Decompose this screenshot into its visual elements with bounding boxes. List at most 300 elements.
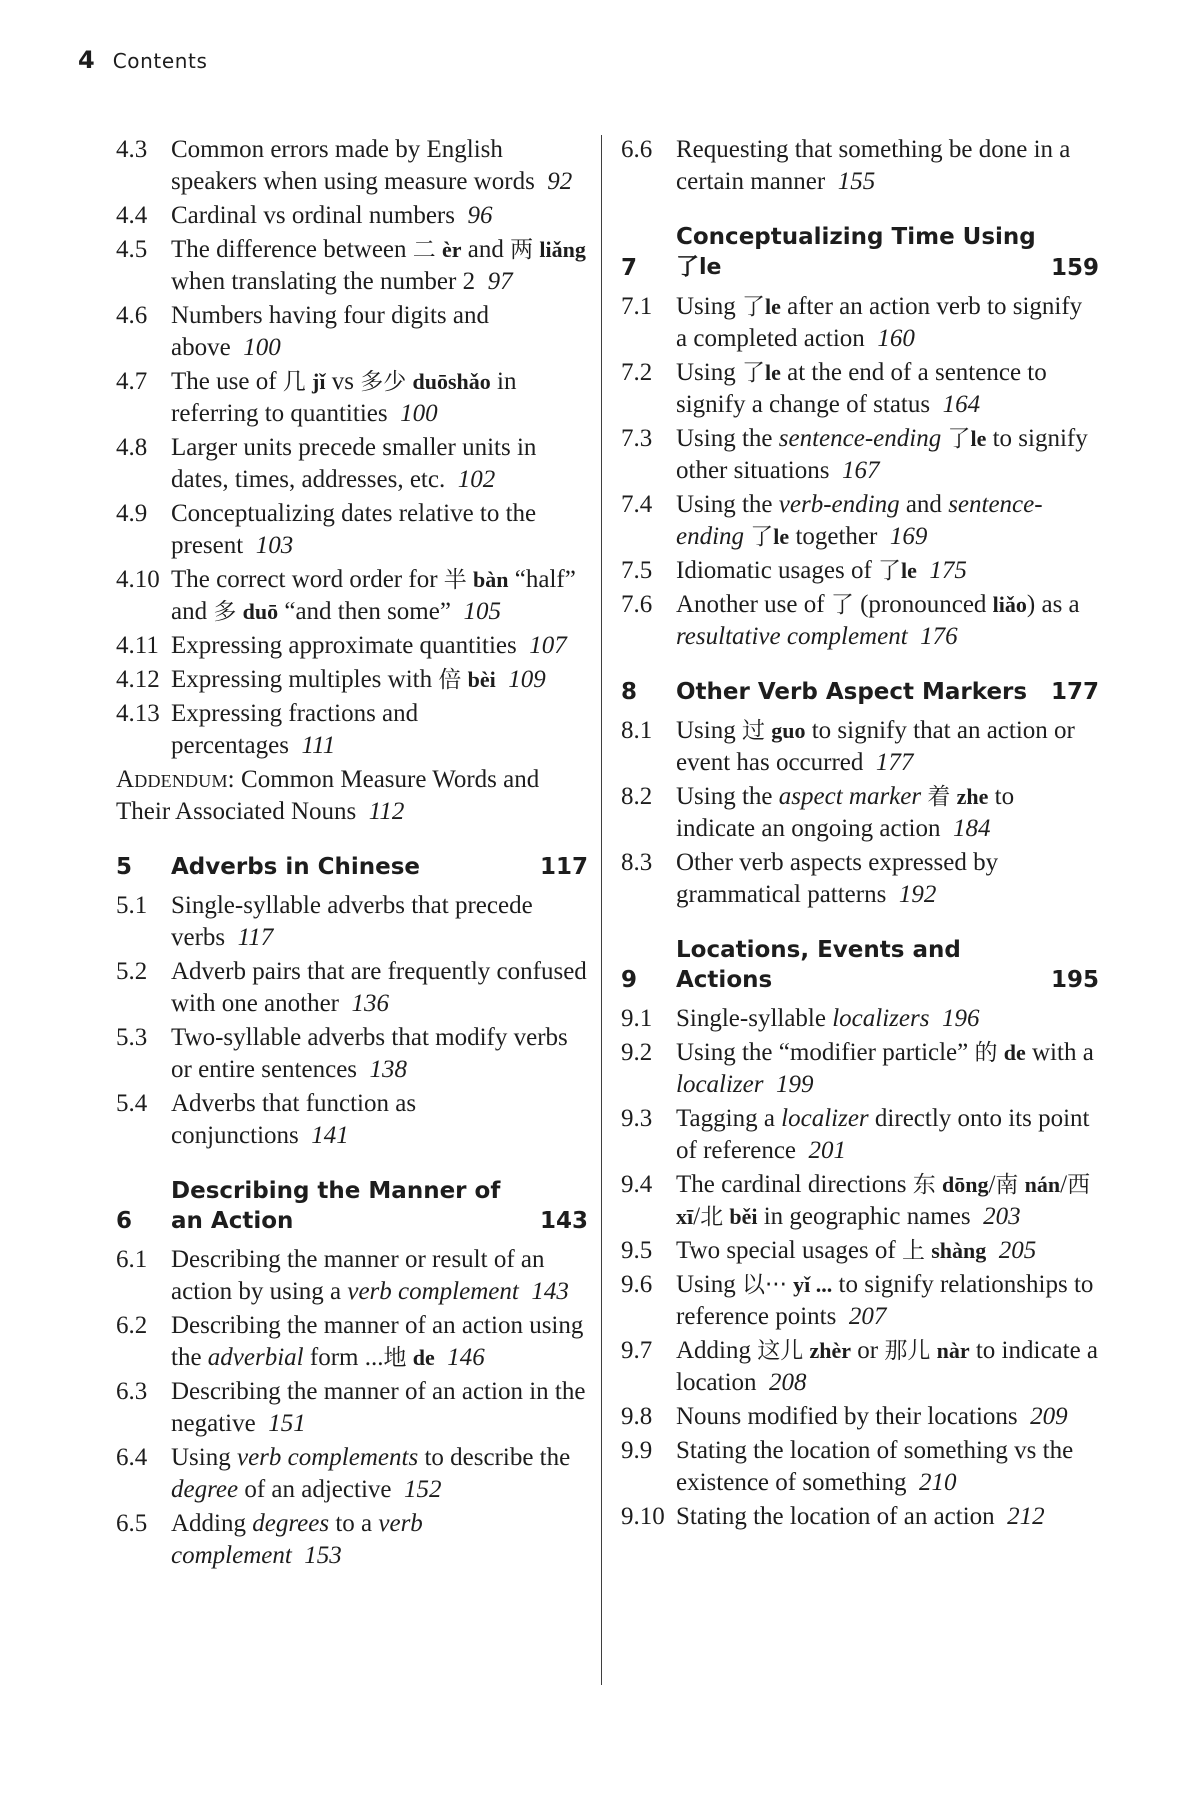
page-ref: 117	[237, 924, 274, 951]
chapter-title: Locations, Events and Actions	[676, 937, 961, 993]
entry-number: 9.10	[621, 1503, 665, 1530]
entry-number: 9.4	[621, 1171, 653, 1198]
title-text: Common errors made by English speakers when using measure words	[171, 136, 535, 195]
toc-entry-4-9[interactable]	[116, 498, 588, 562]
entry-number: 7.3	[621, 425, 653, 452]
toc-entry-6-2[interactable]	[116, 1310, 588, 1374]
page-header	[78, 46, 207, 74]
entry-title	[676, 847, 1099, 911]
page-ref: 203	[983, 1203, 1021, 1230]
pinyin: jǐ	[312, 369, 326, 394]
chinese-character: 了	[750, 524, 774, 550]
title-text: Using	[676, 717, 736, 744]
toc-entry-9-10[interactable]	[621, 1501, 1099, 1533]
toc-entry-5-1[interactable]	[116, 890, 588, 954]
italic-term: verb complement	[171, 1510, 423, 1569]
page-ref: 207	[848, 1303, 887, 1330]
title-text: in geographic names	[763, 1203, 971, 1230]
title-text: Adverbs that function as conjunctions	[171, 1090, 417, 1149]
entry-number: 6.6	[621, 136, 653, 163]
chinese-character: 东	[912, 1172, 936, 1198]
toc-entry-7-1[interactable]	[621, 291, 1099, 355]
pinyin: le	[970, 426, 987, 451]
toc-entry-5-3[interactable]	[116, 1022, 588, 1086]
entry-title	[676, 1401, 1099, 1433]
toc-entry-8-1[interactable]	[621, 715, 1099, 779]
toc-entry-4-3[interactable]	[116, 134, 588, 198]
entry-number: 9.6	[621, 1271, 653, 1298]
chinese-character: 了	[830, 592, 854, 618]
page-ref: 196	[941, 1005, 980, 1032]
title-text: Single-syllable	[676, 1005, 826, 1032]
toc-entry-4-8[interactable]	[116, 432, 588, 496]
toc-entry-4-11[interactable]	[116, 630, 588, 662]
title-text: vs	[331, 368, 354, 395]
italic-term: verb complement	[347, 1278, 519, 1305]
entry-title: The cardinal directions 东 dōng/南 nán/西 xī/北 běi in geographic names 203	[676, 1171, 1091, 1230]
chinese-character: 的	[974, 1040, 998, 1066]
toc-entry-9-8[interactable]	[621, 1401, 1099, 1433]
entry-number: 5.4	[116, 1090, 148, 1117]
pinyin: èr	[442, 237, 462, 262]
title-text: Using	[171, 1444, 231, 1471]
entry-number: 4.5	[116, 236, 148, 263]
page-ref: 96	[467, 202, 493, 229]
title-text: to signify relationships to reference points	[676, 1271, 1094, 1330]
chinese-character: 过	[741, 718, 765, 744]
chinese-character: 半	[443, 567, 467, 593]
page-ref: 209	[1030, 1403, 1068, 1430]
toc-entry-addendum[interactable]	[116, 764, 588, 828]
running-head: Contents	[112, 49, 208, 73]
page-ref: 107	[529, 632, 567, 659]
pinyin: dōng	[941, 1172, 989, 1197]
entry-title	[171, 300, 588, 364]
toc-entry-4-12[interactable]	[116, 664, 588, 696]
toc-entry-7-4[interactable]	[621, 489, 1099, 553]
entry-number: 4.10	[116, 566, 160, 593]
chinese-character: 倍	[438, 667, 462, 693]
entry-title	[171, 890, 588, 954]
contents-left-column	[116, 134, 588, 1574]
toc-entry-6-6[interactable]	[621, 134, 1099, 198]
italic-term: localizer	[781, 1105, 869, 1132]
title-text: or	[857, 1337, 879, 1364]
title-text: Stating the location of an action	[676, 1503, 995, 1530]
toc-entry-5-4[interactable]	[116, 1088, 588, 1152]
entry-title	[676, 1269, 1099, 1333]
entry-number: 9.2	[621, 1039, 653, 1066]
title-text: Expressing fractions and percentages	[171, 700, 419, 759]
entry-number: 9.8	[621, 1403, 653, 1430]
chapter-5-heading[interactable]	[116, 852, 588, 882]
entry-number: 9.1	[621, 1005, 653, 1032]
pinyin: yǐ ...	[793, 1272, 833, 1297]
entry-title	[676, 1501, 1099, 1533]
entry-number: 7.5	[621, 557, 653, 584]
title-text: with a	[1032, 1039, 1094, 1066]
title-text: Two-syllable adverbs that modify verbs or entire sentences	[171, 1024, 568, 1083]
entry-title	[171, 1022, 588, 1086]
entry-number: 7.2	[621, 359, 653, 386]
page-ref: 169	[889, 523, 928, 550]
entry-number: 4.4	[116, 202, 148, 229]
toc-entry-4-13[interactable]	[116, 698, 588, 762]
chinese-character: 了	[676, 254, 699, 280]
chapter-8-heading[interactable]	[621, 677, 1099, 707]
toc-entry-9-1[interactable]	[621, 1003, 1099, 1035]
entry-title	[676, 1335, 1099, 1399]
page-ref: 97	[487, 268, 513, 295]
toc-entry-7-3[interactable]	[621, 423, 1099, 487]
page-ref: 212	[1007, 1503, 1045, 1530]
pinyin: zhe	[956, 784, 989, 809]
entry-number: 8.1	[621, 717, 653, 744]
chinese-character: 西	[1067, 1172, 1091, 1198]
toc-entry-4-7[interactable]	[116, 366, 588, 430]
entry-title	[676, 357, 1099, 421]
title-text: Larger units precede smaller units in dates, times, addresses, etc.	[171, 434, 537, 493]
toc-entry-8-2[interactable]	[621, 781, 1099, 845]
chapter-title: Describing the Manner of an Action	[171, 1178, 501, 1234]
pinyin: liǎo	[992, 592, 1027, 617]
pinyin: bàn	[473, 567, 509, 592]
contents-right-column	[621, 134, 1099, 1535]
page-ref: 201	[808, 1137, 847, 1164]
entry-number: 6.1	[116, 1246, 148, 1273]
entry-number: 9.9	[621, 1437, 653, 1464]
page-ref: 146	[447, 1344, 485, 1371]
entry-title	[676, 1103, 1099, 1167]
title-text: Using	[676, 1271, 736, 1298]
title-text: Using the	[676, 491, 773, 518]
entry-number: 9.3	[621, 1105, 653, 1132]
title-text: to a	[335, 1510, 373, 1537]
page-ref: 109	[508, 666, 546, 693]
chapter-title: Conceptualizing Time Using	[676, 224, 1036, 250]
page-ref: 138	[369, 1056, 408, 1083]
title-text: in referring to quantities	[171, 368, 517, 427]
entry-title	[676, 489, 1099, 553]
chinese-character: 北	[700, 1204, 724, 1230]
page-ref: 208	[769, 1369, 807, 1396]
entry-number: 6.2	[116, 1312, 148, 1339]
entry-title	[676, 134, 1099, 198]
entry-number: 7.6	[621, 591, 653, 618]
entry-title	[171, 234, 588, 298]
entry-number: 7.1	[621, 293, 653, 320]
chapter-number: 6	[116, 1208, 133, 1234]
italic-term: localizers	[832, 1005, 930, 1032]
chapter-7-heading[interactable]	[621, 222, 1099, 283]
pinyin: běi	[729, 1204, 758, 1229]
entry-title	[171, 134, 588, 198]
page-ref: 205	[998, 1237, 1037, 1264]
pinyin: shàng	[931, 1238, 987, 1263]
entry-title	[676, 1235, 1099, 1267]
entry-number: 4.6	[116, 302, 148, 329]
chapter-number: 8	[621, 679, 638, 705]
toc-entry-7-2[interactable]	[621, 357, 1099, 421]
entry-title	[171, 366, 588, 430]
title-text: The cardinal directions	[676, 1171, 907, 1198]
toc-entry-7-5[interactable]	[621, 555, 1099, 587]
title-text: of an adjective	[244, 1476, 392, 1503]
toc-entry-6-1[interactable]	[116, 1244, 588, 1308]
title-text: Other verb aspects expressed by grammatical patterns	[676, 849, 999, 908]
entry-title	[171, 1508, 588, 1572]
chinese-character: 南	[995, 1172, 1019, 1198]
toc-entry-4-10[interactable]	[116, 564, 588, 628]
entry-number: 6.5	[116, 1510, 148, 1537]
title-text: and	[905, 491, 942, 518]
entry-title	[171, 432, 588, 496]
toc-entry-9-5[interactable]	[621, 1235, 1099, 1267]
entry-title	[171, 1376, 588, 1440]
italic-term: sentence-ending	[676, 491, 1043, 550]
chapter-title: Adverbs in Chinese	[171, 854, 421, 880]
entry-title	[171, 200, 588, 232]
title-text: ) as a	[1026, 591, 1080, 618]
page-ref: 177	[875, 749, 914, 776]
title-text: to signify that an action or event has occurred	[676, 717, 1075, 776]
chinese-character: 多	[213, 599, 237, 625]
entry-title	[676, 1037, 1099, 1101]
chinese-character: 上	[901, 1238, 925, 1264]
toc-entry-9-2[interactable]	[621, 1037, 1099, 1101]
entry-number: 5.1	[116, 892, 148, 919]
pinyin: nàr	[936, 1338, 970, 1363]
toc-entry-6-4[interactable]	[116, 1442, 588, 1506]
title-text: The use of	[171, 368, 277, 395]
title-text: Expressing multiples with	[171, 666, 433, 693]
entry-number: 6.4	[116, 1444, 148, 1471]
title-text: Nouns modified by their locations	[676, 1403, 1018, 1430]
title-text: “and then some”	[284, 598, 451, 625]
entry-title	[171, 698, 588, 762]
toc-entry-9-4[interactable]	[621, 1169, 1099, 1233]
pinyin: le	[764, 360, 781, 385]
italic-term: localizer	[676, 1071, 764, 1098]
pinyin: de	[1003, 1040, 1026, 1065]
title-text: after an action verb to signify a completed action	[676, 293, 1083, 352]
entry-title	[676, 291, 1099, 355]
toc-entry-6-5[interactable]	[116, 1508, 588, 1572]
entry-title	[676, 1435, 1099, 1499]
chapter-title-group	[676, 222, 1037, 283]
page-ref: 105	[463, 598, 501, 625]
page-ref: 100	[243, 334, 281, 361]
entry-number: 6.3	[116, 1378, 148, 1405]
title-text: Stating the location of something vs the existence of something	[676, 1437, 1074, 1496]
entry-number: 4.7	[116, 368, 148, 395]
title-text: Single-syllable adverbs that precede verbs	[171, 892, 533, 951]
entry-number: 7.4	[621, 491, 653, 518]
title-text: Adding	[676, 1337, 751, 1364]
entry-title	[171, 564, 588, 628]
toc-entry-9-3[interactable]	[621, 1103, 1099, 1167]
pinyin: liǎng	[539, 237, 586, 262]
entry-title	[676, 555, 1099, 587]
title-text: Common Measure Words and Their Associated Nouns	[116, 766, 540, 825]
entry-number: 4.9	[116, 500, 148, 527]
page-ref: 199	[776, 1071, 814, 1098]
chinese-character: 以···	[741, 1272, 787, 1298]
title-text: “half” and	[171, 566, 576, 625]
chinese-character: 二	[412, 237, 436, 263]
title-text: Tagging a	[676, 1105, 775, 1132]
chinese-character: 了	[741, 360, 765, 386]
toc-entry-6-3[interactable]	[116, 1376, 588, 1440]
italic-term: resultative complement	[676, 623, 908, 650]
page-ref: 136	[351, 990, 390, 1017]
chinese-character: 几	[282, 369, 306, 395]
chapter-6-heading[interactable]	[116, 1176, 588, 1236]
italic-term: aspect marker	[778, 783, 922, 810]
page-ref: 92	[547, 168, 573, 195]
chapter-page: 159	[1050, 255, 1099, 281]
entry-number: 4.8	[116, 434, 148, 461]
page-ref: 151	[268, 1410, 306, 1437]
chinese-character: 多少	[360, 369, 407, 395]
title-text: and	[467, 236, 504, 263]
entry-number: 8.2	[621, 783, 653, 810]
entry-title	[676, 781, 1099, 845]
title-text: Describing the manner of an action in the negative	[171, 1378, 586, 1437]
title-text: Describing the manner or result of an action by using a	[171, 1246, 545, 1305]
chinese-character: 两	[510, 237, 534, 263]
chinese-character: 地	[383, 1345, 407, 1371]
pinyin: duō	[242, 599, 279, 624]
title-text: Two special usages of	[676, 1237, 896, 1264]
title-text: to indicate an ongoing action	[676, 783, 1015, 842]
chapter-9-heading[interactable]	[621, 935, 1099, 995]
title-text: Using the	[676, 425, 773, 452]
title-text: Expressing approximate quantities	[171, 632, 517, 659]
addendum-label: Addendum:	[116, 766, 235, 793]
title-text: Using	[676, 359, 736, 386]
entry-number: 4.11	[116, 632, 159, 659]
entry-number: 4.12	[116, 666, 160, 693]
italic-term: degree	[171, 1476, 239, 1503]
page-number: 4	[78, 46, 95, 74]
title-text: Another use of	[676, 591, 825, 618]
entry-number: 9.5	[621, 1237, 653, 1264]
pinyin: xī	[676, 1204, 694, 1229]
pinyin: zhèr	[809, 1338, 852, 1363]
title-text: Idiomatic usages of	[676, 557, 872, 584]
entry-title	[676, 423, 1099, 487]
title-text: The correct word order for	[171, 566, 438, 593]
title-text: Describing the manner of an action using the	[171, 1312, 584, 1371]
entry-title	[171, 1310, 588, 1374]
page-ref: 111	[301, 732, 336, 759]
title-text: to describe the	[424, 1444, 571, 1471]
column-divider	[601, 135, 602, 1685]
chinese-character: 了	[878, 558, 902, 584]
italic-term: degrees	[252, 1510, 330, 1537]
toc-entry-4-5[interactable]	[116, 234, 588, 298]
entry-title	[171, 664, 588, 696]
page-ref: 175	[929, 557, 967, 584]
entry-title	[676, 715, 1099, 779]
entry-title	[171, 498, 588, 562]
entry-title	[676, 589, 1099, 653]
toc-entry-4-6[interactable]	[116, 300, 588, 364]
page-ref: 176	[920, 623, 958, 650]
page-ref: 103	[255, 532, 294, 559]
page-ref: 167	[841, 457, 880, 484]
chapter-title: Other Verb Aspect Markers	[676, 679, 1028, 705]
title-text: form ...	[309, 1344, 384, 1371]
page-ref: 155	[837, 168, 876, 195]
pinyin: le	[699, 255, 722, 280]
title-text: Cardinal vs ordinal numbers	[171, 202, 455, 229]
chapter-page: 143	[539, 1208, 588, 1234]
page-ref: 100	[400, 400, 438, 427]
title-text: together	[795, 523, 878, 550]
pinyin: le	[773, 524, 790, 549]
title-text: Using the “modifier particle”	[676, 1039, 969, 1066]
chapter-page: 195	[1050, 967, 1099, 993]
entry-number: 5.3	[116, 1024, 148, 1051]
entry-title	[171, 630, 588, 662]
page-ref: 192	[898, 881, 937, 908]
title-text: Adding	[171, 1510, 246, 1537]
title-text: Using the	[676, 783, 773, 810]
page-ref: 184	[953, 815, 991, 842]
toc-entry-7-6[interactable]	[621, 589, 1099, 653]
toc-entry-8-3[interactable]	[621, 847, 1099, 911]
page-ref: 153	[304, 1542, 342, 1569]
pinyin: de	[412, 1345, 435, 1370]
chinese-character: 那儿	[884, 1338, 931, 1364]
pinyin: bèi	[467, 667, 496, 692]
italic-term: sentence-ending	[778, 425, 942, 452]
title-text: at the end of a sentence to signify a change of status	[676, 359, 1047, 418]
toc-entry-9-7[interactable]	[621, 1335, 1099, 1399]
toc-entry-9-9[interactable]	[621, 1435, 1099, 1499]
toc-entry-9-6[interactable]	[621, 1269, 1099, 1333]
title-text: The difference between	[171, 236, 407, 263]
page-ref: 102	[457, 466, 496, 493]
italic-term: adverbial	[207, 1344, 304, 1371]
entry-number: 9.7	[621, 1337, 653, 1364]
page-ref: 210	[919, 1469, 957, 1496]
entry-title	[676, 1003, 1099, 1035]
chapter-number: 7	[621, 255, 638, 281]
chinese-character: 着	[927, 784, 951, 810]
chapter-number: 5	[116, 854, 133, 880]
pinyin: le	[901, 558, 917, 583]
entry-title	[171, 1088, 588, 1152]
chinese-character: 这儿	[757, 1338, 804, 1364]
italic-term: verb complements	[236, 1444, 419, 1471]
title-text: Adverb pairs that are frequently confused with one another	[171, 958, 587, 1017]
entry-number: 4.3	[116, 136, 148, 163]
title-text: directly onto its point of reference	[676, 1105, 1090, 1164]
entry-number: 5.2	[116, 958, 148, 985]
page-ref: 141	[311, 1122, 349, 1149]
title-text: (pronounced	[860, 591, 987, 618]
page-ref: 160	[877, 325, 915, 352]
toc-entry-4-4[interactable]	[116, 200, 588, 232]
entry-title	[171, 1442, 588, 1506]
title-text: to signify other situations	[676, 425, 1088, 484]
chinese-character: 了	[947, 426, 971, 452]
italic-term: verb-ending	[778, 491, 900, 518]
toc-entry-5-2[interactable]	[116, 956, 588, 1020]
